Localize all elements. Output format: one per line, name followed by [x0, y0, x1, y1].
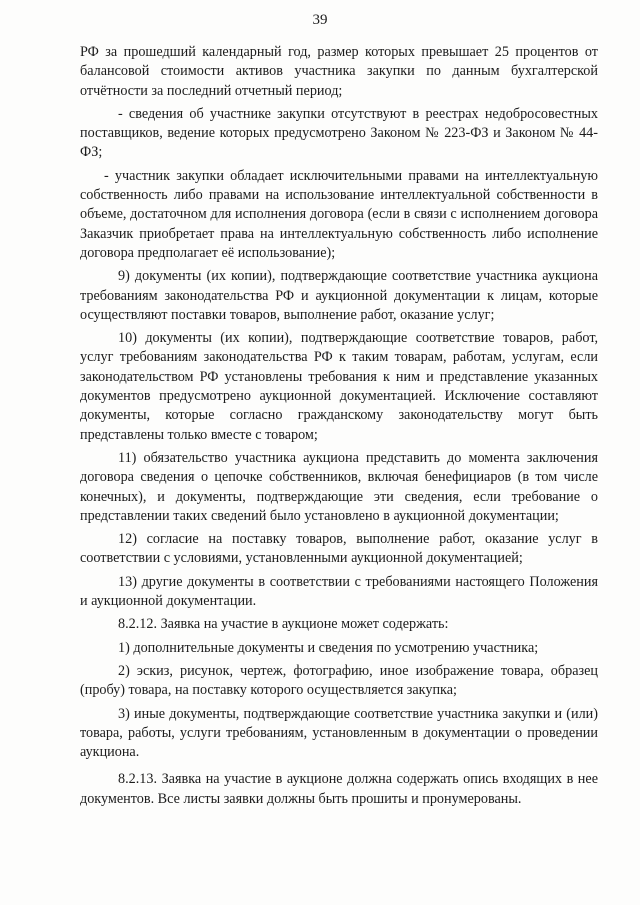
- paragraph-item-9: 9) документы (их копии), подтверждающие соответствие участника аукциона требованиям законодательства РФ и аукционной документации к лицам, которые осуществляют поставки товаров, выполнение работ, оказание услуг;: [80, 268, 598, 323]
- paragraph-item-11: 11) обязательство участника аукциона представить до момента заключения договора сведения о цепочке собственников, включая бенефициаров (в том числе конечных), и документы, подтверждающие эти сведения, если требование о представлении таких сведений было установлено в аукционной документации;: [80, 449, 598, 524]
- paragraph-item-10: 10) документы (их копии), подтверждающие соответствие товаров, работ, услуг требованиям законодательства РФ к таким товарам, работам, услугам, если законодательством РФ установлены требования к ним и представление указанных документов предусмотрено аукционной документацией. Исключение составляют документы, которые согласно гражданскому законодательству могут быть представлены только вместе с товаром;: [80, 330, 598, 443]
- paragraph-bullet-registry: - сведения об участнике закупки отсутствуют в реестрах недобросовестных поставщиков, ведение которых предусмотрено Законом № 223-ФЗ и Законом № 44-ФЗ;: [80, 105, 598, 161]
- paragraph-section-8-2-13: 8.2.13. Заявка на участие в аукционе должна содержать опись входящих в нее документов. Все листы заявки должны быть прошиты и пронумерованы.: [80, 771, 598, 807]
- paragraph-optional-1: 1) дополнительные документы и сведения по усмотрению участника;: [118, 639, 539, 656]
- document-body: [80, 43, 598, 809]
- paragraph-item-12: 12) согласие на поставку товаров, выполнение работ, оказание услуг в соответствии с условиями, установленными аукционной документацией;: [80, 531, 598, 567]
- paragraph-continuation: РФ за прошедший календарный год, размер которых превышает 25 процентов от балансовой стоимости активов участника закупки по данным бухгалтерской отчётности за последний отчетный период;: [80, 44, 598, 99]
- paragraph-bullet-intellectual-property: - участник закупки обладает исключительными правами на интеллектуальную собственность либо правами на использование интеллектуальной собственности в объеме, достаточном для исполнения договора (если в связи с исполнением договора Заказчик приобретает права на интеллектуальную собственность либо исполнение договора предполагает её использование);: [80, 167, 598, 261]
- paragraph-section-8-2-12: 8.2.12. Заявка на участие в аукционе может содержать:: [118, 616, 449, 633]
- page-number: 39: [312, 12, 328, 28]
- paragraph-optional-2: 2) эскиз, рисунок, чертеж, фотографию, иное изображение товара, образец (пробу) товара, на поставку которого осуществляется закупка;: [80, 662, 598, 699]
- paragraph-item-13: 13) другие документы в соответствии с требованиями настоящего Положения и аукционной документации.: [80, 573, 598, 610]
- paragraph-optional-3: 3) иные документы, подтверждающие соответствие участника закупки и (или) товара, работы, услуги требованиям, установленным в документации о проведении аукциона.: [80, 705, 598, 761]
